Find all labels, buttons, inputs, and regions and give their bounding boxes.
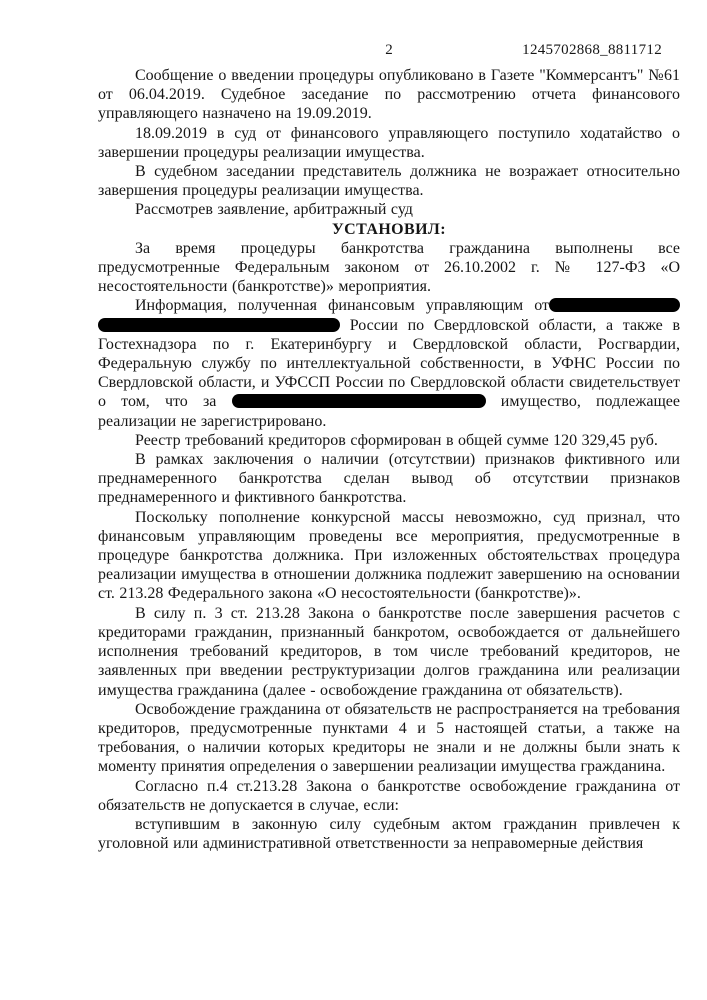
para-discharge-exceptions: Освобождение гражданина от обязательств не распространяется на требования кредиторов, предусмотренные пунктами 4 и 5 настоящей статьи, а также на требования, о наличии которых кредиторы не знали и не должны были знать к моменту принятия определения о завершении реализации имущества гражданина. [98, 700, 680, 776]
redaction-bar [549, 298, 680, 312]
para-publication-notice: Сообщение о введении процедуры опубликовано в Газете "Коммерсантъ" №61 от 06.04.2019. Судебное заседание по рассмотрению отчета финансового управляющего назначено на 19.09.2019. [98, 67, 680, 123]
redaction-bar [232, 394, 486, 408]
redacted-para-part1: Информация, полученная финансовым управляющим от [135, 297, 549, 315]
redacted-para-part2: России по Свердловской области, а также в Гостехнадзора по г. Екатеринбургу и Свердловской области, Росгвардии, Федеральную службу по интеллектуальной собственности, в УФНС России по Свердловской области, и УФССП России по Свердловской области свидетельствует о том, что за [98, 316, 681, 411]
section-heading-ustanovil: УСТАНОВИЛ: [332, 220, 446, 238]
para-discharge-rule: В силу п. 3 ст. 213.28 Закона о банкротстве после завершения расчетов с кредиторами гражданин, признанный банкротом, освобождается от дальнейшего исполнения требований кредиторов, в том числе требований кредиторов, не заявленных при введении реструктуризации долгов гражданина или реализации имущества гражданина (далее - освобождение гражданина от обязательств). [98, 604, 680, 699]
page-header [98, 42, 680, 62]
redaction-bar [98, 318, 340, 332]
para-court-reviewed: Рассмотрев заявление, арбитражный суд [135, 201, 413, 219]
document-body [98, 66, 680, 853]
document-id: 1245702868_8811712 [522, 42, 662, 58]
para-discharge-not-allowed: Согласно п.4 ст.213.28 Закона о банкротстве освобождение гражданина от обязательств не допускается в случае, если: [98, 777, 680, 814]
para-bankruptcy-measures: За время процедуры банкротства гражданина выполнены все предусмотренные Федеральным законом от 26.10.2002 г. № 127-ФЗ «О несостоятельности (банкротстве)» мероприятия. [98, 239, 680, 296]
redacted-para-part3: имущество, подлежащее реализации не зарегистрировано. [98, 393, 680, 430]
para-procedure-completion: Поскольку пополнение конкурсной массы невозможно, суд признал, что финансовым управляющим проведены все мероприятия, предусмотренные в процедуре банкротства должника. При изложенных обстоятельствах процедура реализации имущества в отношении должника подлежит завершению на основании ст. 213.28 Федерального закона «О несостоятельности (банкротстве)». [98, 508, 680, 603]
para-motion-received: 18.09.2019 в суд от финансового управляющего поступило ходатайство о завершении процедуры реализации имущества. [98, 124, 680, 161]
para-criminal-liability: вступившим в законную силу судебным актом гражданин привлечен к уголовной или административной ответственности за неправомерные действия [98, 815, 680, 853]
para-creditors-register: Реестр требований кредиторов сформирован в общей сумме 120 329,45 руб. [135, 431, 658, 449]
page-number: 2 [385, 42, 393, 58]
para-registries-info [98, 296, 680, 430]
para-no-fictitious-bankruptcy: В рамках заключения о наличии (отсутствии) признаков фиктивного или преднамеренного банкротства сделан вывод об отсутствии признаков преднамеренного и фиктивного банкротства. [98, 451, 680, 507]
para-debtor-no-objection: В судебном заседании представитель должника не возражает относительно завершения процедуры реализации имущества. [98, 163, 680, 200]
